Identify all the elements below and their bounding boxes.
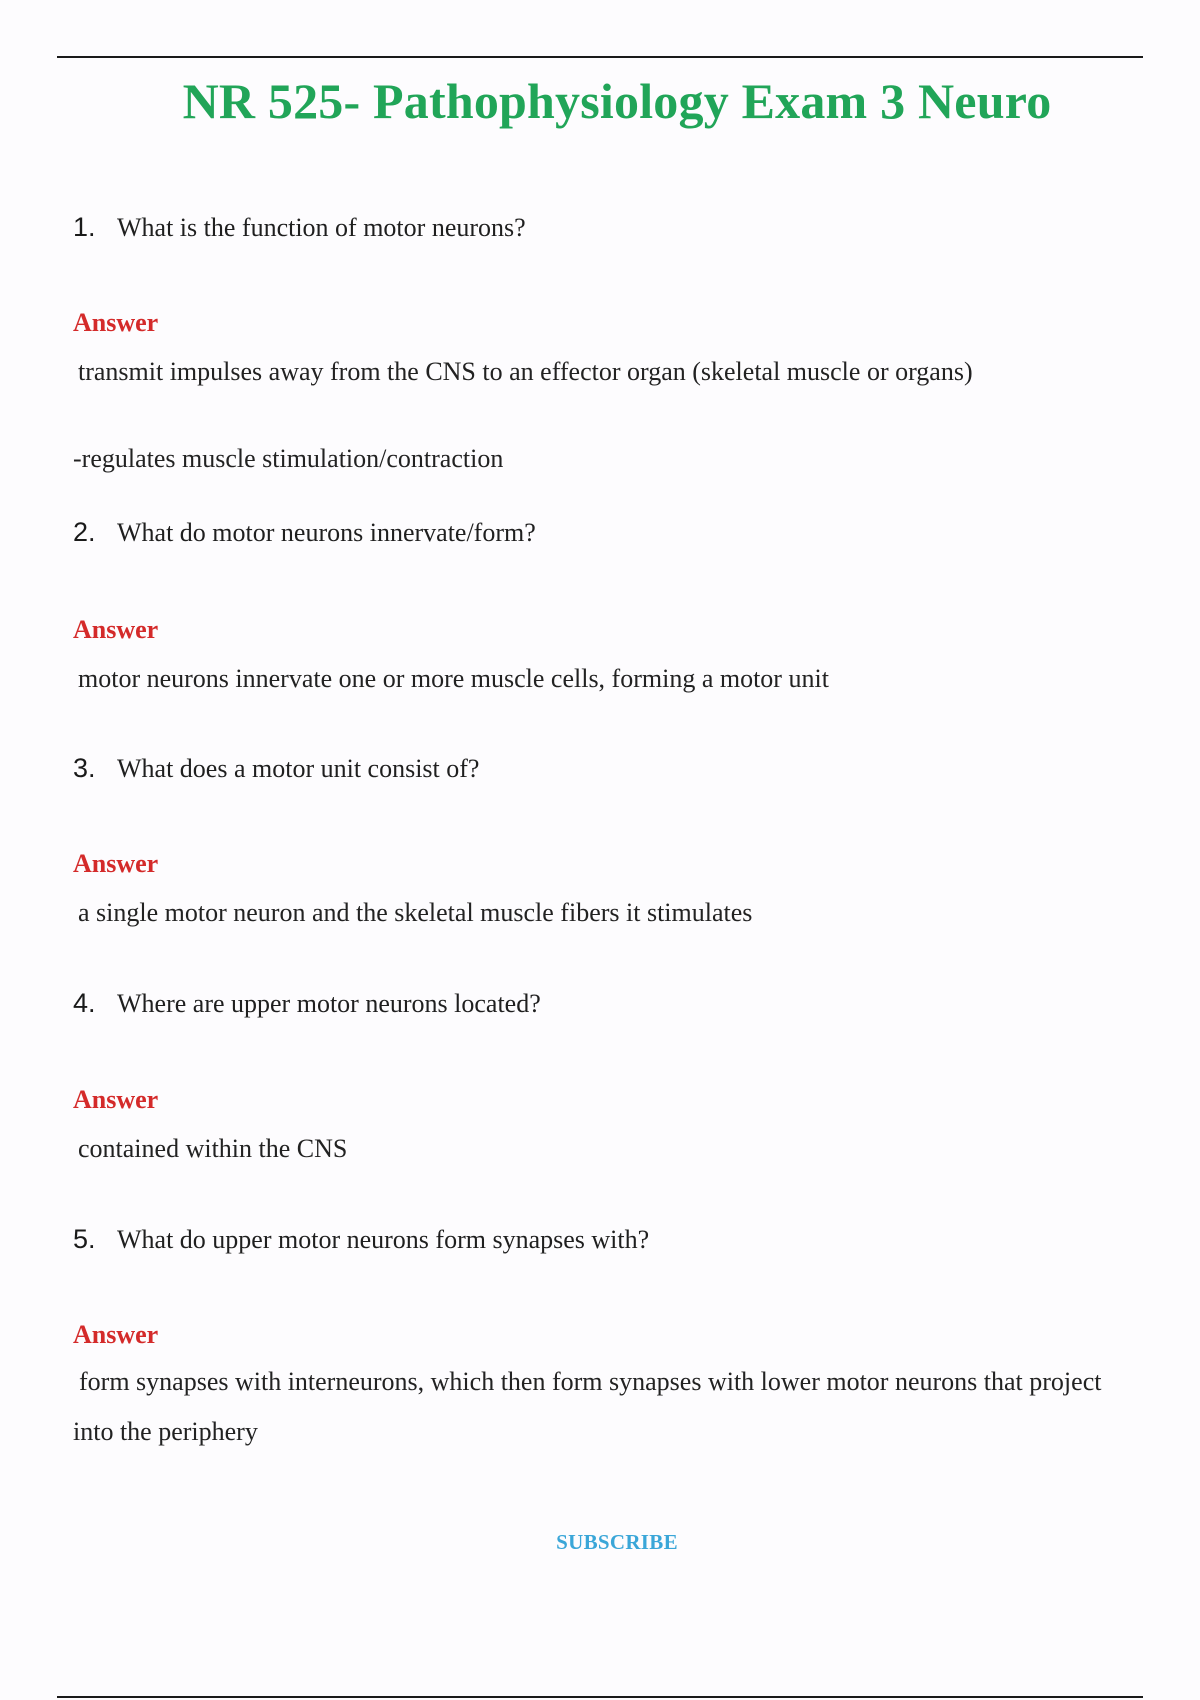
- top-divider: [57, 56, 1143, 58]
- question-number: 3.: [73, 753, 96, 783]
- answer-label: Answer: [73, 615, 159, 644]
- answer-2: motor neurons innervate one or more muscle cells, forming a motor unit: [78, 664, 829, 693]
- question-2: [73, 517, 536, 548]
- bottom-divider: [57, 1696, 1143, 1698]
- question-1: [73, 212, 526, 243]
- answer-label: Answer: [73, 1320, 159, 1349]
- question-text: What do upper motor neurons form synapses with?: [117, 1225, 650, 1254]
- answer-label: Answer: [73, 849, 159, 878]
- question-text: What is the function of motor neurons?: [117, 213, 526, 242]
- question-5: [73, 1224, 649, 1255]
- question-text: What do motor neurons innervate/form?: [117, 518, 536, 547]
- question-number: 5.: [73, 1224, 96, 1254]
- question-number: 1.: [73, 212, 96, 242]
- question-3: [73, 753, 479, 784]
- answer-1-extra: -regulates muscle stimulation/contraction: [73, 444, 504, 473]
- question-text: Where are upper motor neurons located?: [117, 989, 541, 1018]
- question-number: 4.: [73, 988, 96, 1018]
- answer-5: form synapses with interneurons, which then form synapses with lower motor neurons that project into the periphery: [73, 1367, 1102, 1446]
- subscribe-link[interactable]: SUBSCRIBE: [556, 1530, 678, 1554]
- answer-4: contained within the CNS: [78, 1134, 348, 1163]
- question-4: [73, 988, 541, 1019]
- answer-label: Answer: [73, 308, 159, 337]
- page-title: NR 525- Pathophysiology Exam 3 Neuro: [182, 73, 1052, 129]
- question-number: 2.: [73, 517, 96, 547]
- question-text: What does a motor unit consist of?: [117, 754, 480, 783]
- answer-3: a single motor neuron and the skeletal muscle fibers it stimulates: [78, 898, 753, 927]
- answer-1: transmit impulses away from the CNS to an effector organ (skeletal muscle or organs): [78, 357, 973, 386]
- answer-label: Answer: [73, 1085, 159, 1114]
